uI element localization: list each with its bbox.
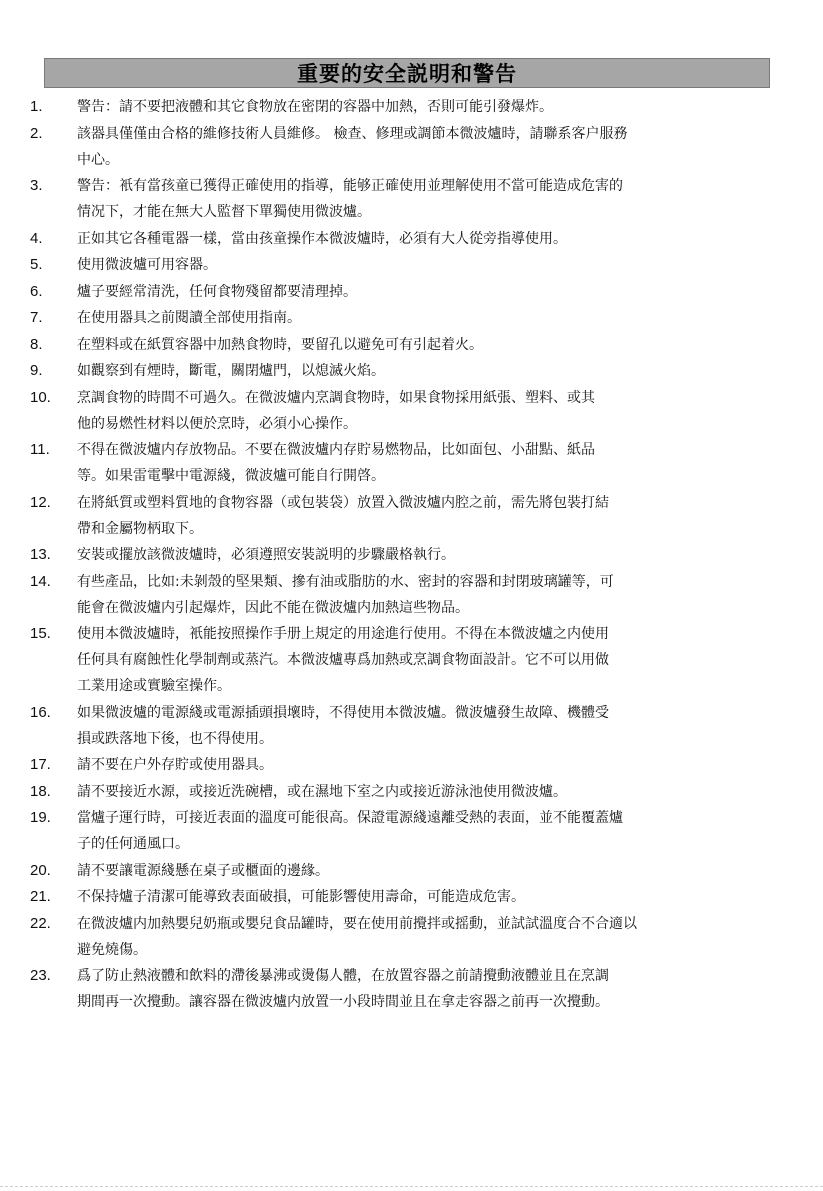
item-text-line: 安裝或擺放該微波爐時，必須遵照安裝説明的步驟嚴格執行。 <box>77 547 455 563</box>
item-text-line: 情况下，才能在無大人監督下單獨使用微波爐。 <box>77 204 371 220</box>
item-text-line: 使用本微波爐時，衹能按照操作手册上規定的用途進行使用。不得在本微波爐之内使用 <box>77 626 609 642</box>
list-item <box>0 307 823 329</box>
item-number: 23. <box>30 967 51 984</box>
item-text-line: 避免燒傷。 <box>77 941 147 958</box>
item-number: 22. <box>30 914 51 932</box>
item-text-line: 在微波爐内加熱嬰兒奶瓶或嬰兒食品罐時，要在使用前攪拌或摇動，並試試溫度合不合適以 <box>77 915 637 932</box>
list-item <box>0 571 823 619</box>
item-text-line: 有些產品，比如:未剝殼的堅果類、摻有油或脂肪的水、密封的容器和封閉玻璃罐等，可 <box>77 573 614 590</box>
item-text-line: 能會在微波爐内引起爆炸，因此不能在微波爐内加熱這些物品。 <box>77 599 469 616</box>
item-text-line: 在將紙質或塑料質地的食物容器（或包裝袋）放置入微波爐内腔之前，需先將包裝打結 <box>77 494 609 511</box>
item-text-line: 子的任何通風口。 <box>77 836 189 852</box>
list-item <box>0 544 823 566</box>
item-text-line: 任何具有腐蝕性化學制劑或蒸汽。本微波爐專爲加熱或烹調食物面設計。它不可以用做 <box>77 652 609 668</box>
item-text-line: 他的易燃性材料以便於烹時，必須小心操作。 <box>77 415 357 432</box>
item-text-line: 當爐子運行時，可接近表面的溫度可能很高。保證電源綫遠離受熱的表面，並不能覆蓋爐 <box>77 810 623 826</box>
list-item <box>0 439 823 487</box>
list-item <box>0 360 823 382</box>
item-text-line: 損或跌落地下後，也不得使用。 <box>77 730 273 747</box>
list-item <box>0 175 823 223</box>
page-title: 重要的安全説明和警告 <box>297 62 517 86</box>
list-item <box>0 781 823 803</box>
item-text-line: 請不要讓電源綫懸在桌子或櫃面的邊緣。 <box>77 862 329 879</box>
item-number: 15. <box>30 625 51 642</box>
item-number: 18. <box>30 782 51 800</box>
list-item <box>0 254 823 276</box>
list-item <box>0 96 823 118</box>
list-item <box>0 387 823 435</box>
item-number: 9. <box>30 362 43 379</box>
item-number: 11. <box>30 441 50 458</box>
item-number: 19. <box>30 809 51 826</box>
item-text-line: 期間再一次攪動。讓容器在微波爐内放置一小段時間並且在拿走容器之前再一次攪動。 <box>77 994 609 1010</box>
list-item <box>0 754 823 776</box>
item-text-line: 帶和金屬物柄取下。 <box>77 520 203 537</box>
item-text-line: 爐子要經常清洗，任何食物殘留都要清理掉。 <box>77 283 357 300</box>
item-number: 1. <box>30 98 43 115</box>
item-number: 7. <box>30 309 43 326</box>
item-number: 8. <box>30 335 43 353</box>
list-item <box>0 123 823 171</box>
item-text-line: 請不要接近水源，或接近洗碗槽，或在濕地下室之内或接近游泳池使用微波爐。 <box>77 783 567 800</box>
item-number: 6. <box>30 282 43 300</box>
item-text-line: 正如其它各種電器一樣，當由孩童操作本微波爐時，必須有大人從旁指導使用。 <box>77 230 567 247</box>
item-number: 10. <box>30 388 51 406</box>
item-text-line: 烹調食物的時間不可過久。在微波爐内烹調食物時，如果食物採用紙張、塑料、或其 <box>77 389 595 406</box>
item-text-line: 警告：請不要把液體和其它食物放在密閉的容器中加熱，否則可能引發爆炸。 <box>77 99 553 115</box>
item-number: 13. <box>30 546 51 563</box>
list-item <box>0 965 823 1013</box>
item-text-line: 警告：衹有當孩童已獲得正確使用的指導，能够正確使用並理解使用不當可能造成危害的 <box>77 178 623 194</box>
title-bar <box>44 58 770 88</box>
item-number: 2. <box>30 124 43 142</box>
item-number: 21. <box>30 888 51 905</box>
list-item <box>0 492 823 540</box>
item-text-line: 請不要在户外存貯或使用器具。 <box>77 757 273 773</box>
item-text-line: 使用微波爐可用容器。 <box>77 257 217 273</box>
item-number: 14. <box>30 572 51 590</box>
item-number: 17. <box>30 756 51 773</box>
list-item <box>0 334 823 356</box>
list-item <box>0 913 823 961</box>
item-text-line: 在使用器具之前閱讀全部使用指南。 <box>77 310 301 326</box>
page-bottom-divider <box>0 1186 823 1188</box>
item-number: 16. <box>30 703 51 721</box>
list-item <box>0 860 823 882</box>
item-text-line: 等。如果雷電擊中電源綫，微波爐可能自行開啓。 <box>77 468 385 484</box>
item-text-line: 該器具僅僅由合格的維修技術人員維修。 檢查、修理或調節本微波爐時，請聯系客户服務 <box>77 125 628 142</box>
item-text-line: 不得在微波爐内存放物品。不要在微波爐内存貯易燃物品，比如面包、小甜點、紙品 <box>77 442 595 458</box>
list-item <box>0 702 823 750</box>
safety-instructions-list <box>0 96 823 1018</box>
item-text-line: 爲了防止熱液體和飲料的滯後暴沸或燙傷人體，在放置容器之前請攪動液體並且在烹調 <box>77 968 609 984</box>
item-number: 4. <box>30 229 43 247</box>
item-number: 20. <box>30 861 51 879</box>
item-text-line: 不保持爐子清潔可能導致表面破損，可能影響使用壽命，可能造成危害。 <box>77 889 525 905</box>
item-text-line: 如觀察到有煙時，斷電，關閉爐門，以熄滅火焰。 <box>77 363 385 379</box>
list-item <box>0 228 823 250</box>
list-item <box>0 807 823 855</box>
item-text-line: 如果微波爐的電源綫或電源插頭損壞時，不得使用本微波爐。微波爐發生故障、機體受 <box>77 704 609 721</box>
item-number: 3. <box>30 177 43 194</box>
item-number: 12. <box>30 493 51 511</box>
list-item <box>0 886 823 908</box>
list-item <box>0 623 823 697</box>
item-text-line: 工業用途或實驗室操作。 <box>77 678 231 694</box>
item-text-line: 在塑料或在紙質容器中加熱食物時，要留孔以避免可有引起着火。 <box>77 336 483 353</box>
item-number: 5. <box>30 256 43 273</box>
item-text-line: 中心。 <box>77 151 119 168</box>
list-item <box>0 281 823 303</box>
